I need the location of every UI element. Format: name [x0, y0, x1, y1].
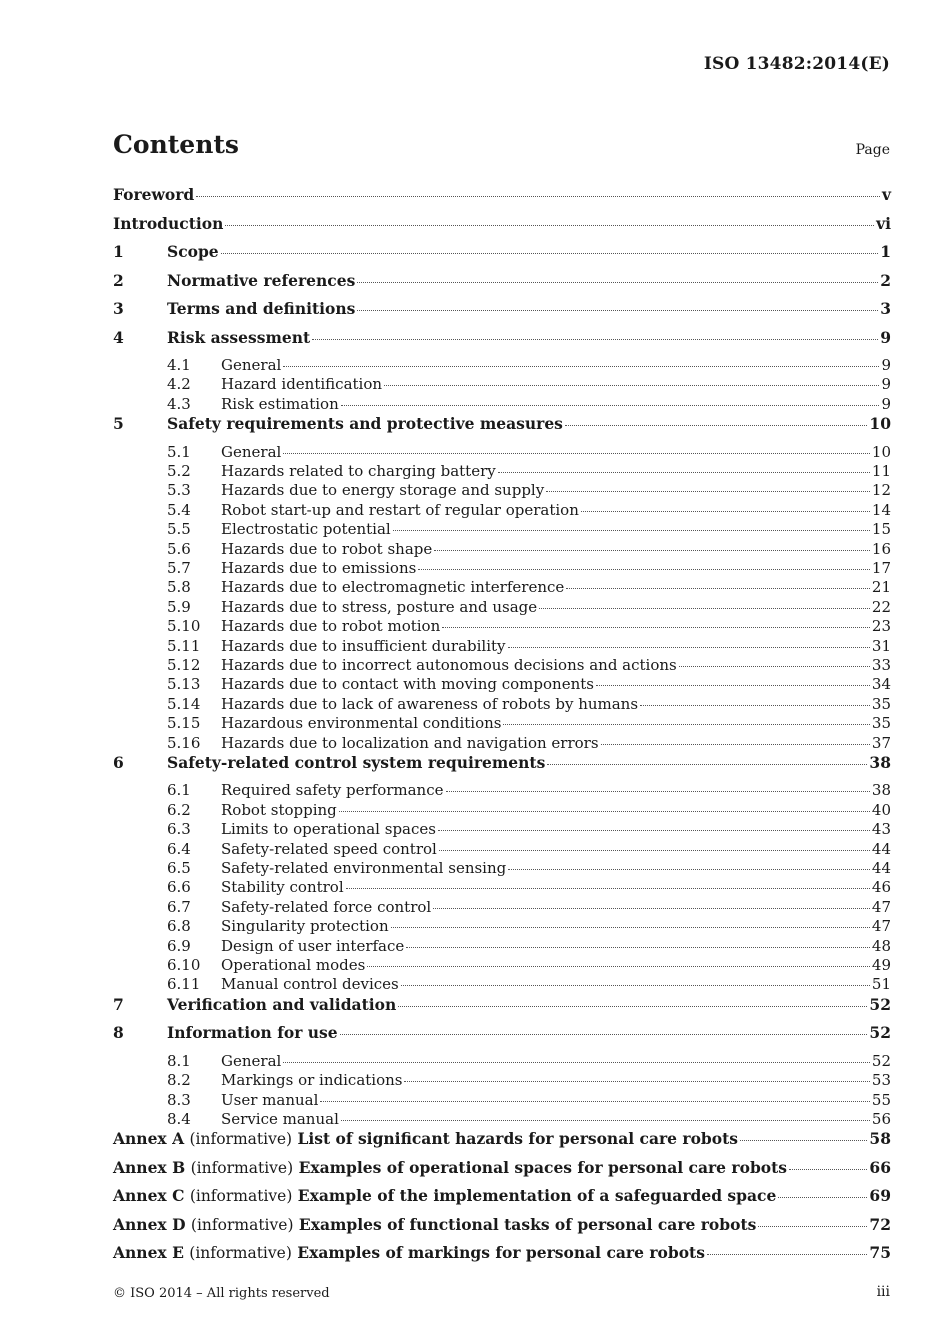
toc-entry[interactable]	[113, 375, 891, 394]
toc-entry-page: 15	[871, 520, 891, 539]
toc-entry-label: Hazard identification	[221, 375, 383, 394]
toc-entry[interactable]	[113, 395, 891, 414]
toc-entry-page: 17	[871, 559, 891, 578]
toc-entry[interactable]	[113, 1215, 891, 1244]
toc-entry-label: General	[221, 442, 282, 461]
toc-entry[interactable]	[113, 1052, 891, 1071]
toc-entry-page: 14	[871, 500, 891, 519]
toc-entry-label: Robot start-up and restart of regular operation	[221, 500, 579, 519]
toc-entry-label: Limits to operational spaces	[221, 820, 436, 839]
dot-leader	[367, 966, 870, 967]
toc-entry-label: Scope	[167, 242, 219, 261]
toc-entry[interactable]	[113, 462, 891, 481]
toc-entry-label: Safety-related environmental sensing	[221, 858, 507, 877]
toc-entry-number: 3	[113, 299, 124, 318]
dot-leader	[707, 1254, 867, 1255]
dot-leader	[566, 588, 870, 589]
dot-leader	[406, 947, 870, 948]
dot-leader	[581, 511, 870, 512]
toc-entry-page: 3	[880, 299, 891, 318]
dot-leader	[418, 569, 870, 570]
toc-entry[interactable]	[113, 1158, 891, 1187]
dot-leader	[320, 1101, 870, 1102]
toc-entry-number: 5.7	[167, 559, 191, 578]
toc-entry-number: 6.5	[167, 858, 191, 877]
toc-entry-label: Safety-related force control	[221, 897, 432, 916]
toc-entry-number: 6	[113, 752, 124, 772]
dot-leader	[384, 385, 879, 386]
toc-entry-label: Operational modes	[221, 955, 366, 974]
annex-title: Example of the implementation of a safeguarded space	[297, 1186, 777, 1206]
toc-entry-page: 34	[871, 675, 891, 694]
toc-entry[interactable]	[113, 820, 891, 839]
dot-leader	[442, 627, 870, 628]
toc-entry-number: 6.7	[167, 897, 191, 916]
toc-entry[interactable]	[113, 675, 891, 694]
toc-entry[interactable]	[113, 242, 891, 271]
toc-entry-number: 6.4	[167, 839, 191, 858]
dot-leader	[346, 888, 870, 889]
annex-note: (informative)	[190, 1158, 294, 1177]
toc-entry-number: 6.1	[167, 781, 191, 800]
toc-entry[interactable]	[113, 1091, 891, 1110]
toc-entry-page: 53	[871, 1071, 891, 1090]
dot-leader	[679, 666, 870, 667]
toc-entry-label: User manual	[221, 1090, 319, 1109]
toc-entry-label: Singularity protection	[221, 917, 389, 936]
annex-note: (informative)	[189, 1244, 292, 1263]
toc-entry[interactable]	[113, 859, 891, 878]
annex-title: Examples of markings for personal care robots	[297, 1243, 705, 1263]
toc-entry[interactable]	[113, 1186, 891, 1215]
toc-entry-number: 4.2	[167, 375, 191, 394]
dot-leader	[221, 253, 879, 254]
dot-leader	[601, 744, 870, 745]
toc-entry-label: Verification and validation	[167, 994, 397, 1014]
toc-entry[interactable]	[113, 1071, 891, 1090]
dot-leader	[340, 1034, 868, 1035]
toc-entry-number: 5.2	[167, 462, 191, 481]
toc-entry-page: 10	[869, 414, 891, 434]
toc-entry[interactable]	[113, 898, 891, 917]
annex-label: Annex D	[113, 1214, 186, 1234]
dot-leader	[778, 1197, 867, 1198]
annex-title: Examples of functional tasks of personal care robots	[298, 1214, 757, 1234]
toc-entry-page: 38	[871, 781, 891, 800]
toc-entry[interactable]	[113, 753, 891, 782]
toc-entry[interactable]	[113, 356, 891, 375]
toc-entry-label: Hazards due to incorrect autonomous decisions and actions	[221, 655, 677, 674]
toc-entry[interactable]	[113, 975, 891, 994]
toc-entry[interactable]	[113, 1023, 891, 1052]
toc-entry-page: 9	[881, 394, 891, 413]
toc-entry-page: 35	[871, 714, 891, 733]
toc-entry-number: 7	[113, 994, 124, 1014]
toc-entry-number: 5.9	[167, 597, 191, 616]
page-number: iii	[876, 1284, 890, 1300]
toc-entry-page: 1	[880, 242, 891, 261]
copyright-notice: © ISO 2014 – All rights reserved	[113, 1286, 330, 1301]
dot-leader	[339, 811, 870, 812]
dot-leader	[357, 282, 878, 283]
toc-entry[interactable]	[113, 637, 891, 656]
toc-entry-page: 9	[881, 356, 891, 374]
toc-entry-label: Terms and definitions	[167, 299, 356, 318]
annex-title: List of significant hazards for personal care robots	[297, 1129, 738, 1149]
toc-entry[interactable]	[113, 1243, 891, 1272]
toc-entry-number: 6.3	[167, 820, 191, 839]
toc-entry[interactable]	[113, 1129, 891, 1158]
toc-entry-page: 21	[871, 578, 891, 597]
standard-id: ISO 13482:2014(E)	[703, 54, 890, 74]
dot-leader	[404, 1081, 869, 1082]
toc-entry-label: Safety-related speed control	[221, 839, 437, 858]
page-title: Contents	[113, 130, 240, 159]
toc-entry-page: 56	[871, 1109, 891, 1128]
toc-entry-number: 6.10	[167, 955, 201, 974]
toc-entry-page: 58	[869, 1129, 891, 1149]
toc-entry-label: Manual control devices	[221, 975, 399, 994]
toc-entry-number: 4.3	[167, 394, 191, 413]
dot-leader	[546, 491, 870, 492]
dot-leader	[391, 927, 870, 928]
toc-entry-number: 6.9	[167, 936, 191, 955]
table-of-contents	[113, 185, 891, 1272]
toc-entry-page: 72	[869, 1214, 891, 1234]
toc-entry-page: 46	[871, 878, 891, 897]
toc-entry-label: Robot stopping	[221, 800, 337, 819]
toc-entry-label: Hazards due to robot motion	[221, 617, 441, 636]
toc-entry-number: 4.1	[167, 356, 191, 374]
toc-entry-page: 38	[869, 752, 891, 772]
toc-entry-page: 31	[871, 636, 891, 655]
toc-entry-number: 4	[113, 327, 124, 347]
toc-entry-number: 6.6	[167, 878, 191, 897]
dot-leader	[498, 472, 870, 473]
toc-entry-number: 5.4	[167, 500, 191, 519]
dot-leader	[341, 405, 880, 406]
toc-entry[interactable]	[113, 185, 891, 214]
toc-entry-page: 52	[869, 994, 891, 1014]
toc-entry-label: Hazards due to stress, posture and usage	[221, 597, 538, 616]
dot-leader	[393, 530, 870, 531]
dot-leader	[433, 908, 870, 909]
toc-entry[interactable]	[113, 734, 891, 753]
toc-entry-page: 12	[871, 481, 891, 500]
toc-entry[interactable]	[113, 559, 891, 578]
toc-entry[interactable]	[113, 956, 891, 975]
toc-entry[interactable]	[113, 801, 891, 820]
dot-leader	[640, 705, 870, 706]
toc-entry-page: 33	[871, 655, 891, 674]
toc-entry-page: 52	[871, 1051, 891, 1070]
toc-entry-page: 47	[871, 897, 891, 916]
annex-label: Annex B	[113, 1157, 186, 1177]
toc-entry[interactable]	[113, 443, 891, 462]
annex-title: Examples of operational spaces for personal care robots	[298, 1157, 788, 1177]
dot-leader	[283, 1062, 870, 1063]
dot-leader	[438, 830, 870, 831]
toc-entry-page: 43	[871, 820, 891, 839]
toc-entry-number: 5.11	[167, 636, 201, 655]
toc-entry-page: 9	[880, 327, 891, 347]
toc-entry-number: 1	[113, 242, 124, 261]
toc-entry[interactable]	[113, 714, 891, 733]
toc-entry-page: 9	[881, 375, 891, 394]
toc-entry[interactable]	[113, 328, 891, 357]
annex-note: (informative)	[189, 1187, 293, 1206]
toc-entry-label: Introduction	[113, 213, 224, 233]
toc-entry-number: 5.1	[167, 442, 191, 461]
toc-entry-number: 5.15	[167, 714, 201, 733]
dot-leader	[596, 685, 870, 686]
dot-leader	[341, 1120, 870, 1121]
toc-entry[interactable]	[113, 598, 891, 617]
toc-entry-page: 35	[871, 694, 891, 713]
toc-entry[interactable]	[113, 840, 891, 859]
toc-entry-label: General	[221, 356, 282, 374]
toc-entry[interactable]	[113, 299, 891, 328]
toc-entry-label: Service manual	[221, 1109, 339, 1128]
toc-entry[interactable]	[113, 695, 891, 714]
dot-leader	[789, 1169, 867, 1170]
toc-entry[interactable]	[113, 414, 891, 443]
annex-label: Annex C	[113, 1186, 185, 1206]
toc-entry-number: 5.8	[167, 578, 191, 597]
toc-entry[interactable]	[113, 481, 891, 500]
dot-leader	[508, 647, 870, 648]
toc-entry-label: Foreword	[113, 185, 195, 204]
dot-leader	[401, 985, 870, 986]
toc-entry-label: Hazards related to charging battery	[221, 462, 496, 481]
toc-entry-page: 23	[871, 617, 891, 636]
toc-entry[interactable]	[113, 1110, 891, 1129]
page-column-label: Page	[855, 142, 890, 158]
toc-entry-page: 40	[871, 800, 891, 819]
toc-entry-page: 49	[871, 955, 891, 974]
toc-entry-label: Hazards due to emissions	[221, 559, 417, 578]
toc-entry-page: 10	[871, 442, 891, 461]
toc-entry-page: 51	[871, 975, 891, 994]
dot-leader	[434, 550, 870, 551]
toc-entry-label: Information for use	[167, 1023, 338, 1043]
toc-entry-page: 48	[871, 936, 891, 955]
toc-entry[interactable]	[113, 878, 891, 897]
dot-leader	[225, 225, 874, 226]
dot-leader	[357, 310, 878, 311]
toc-entry-page: 52	[869, 1023, 891, 1043]
dot-leader	[503, 724, 869, 725]
toc-entry-number: 5.13	[167, 675, 201, 694]
toc-entry-number: 5	[113, 414, 124, 434]
annex-note: (informative)	[189, 1130, 293, 1149]
toc-entry-label: Hazards due to lack of awareness of robots by humans	[221, 694, 639, 713]
toc-entry-page: 37	[871, 733, 891, 752]
toc-entry[interactable]	[113, 540, 891, 559]
toc-entry-number: 5.3	[167, 481, 191, 500]
annex-note: (informative)	[190, 1215, 294, 1234]
toc-entry-label: Hazards due to localization and navigation errors	[221, 733, 599, 752]
toc-entry[interactable]	[113, 656, 891, 675]
toc-entry[interactable]	[113, 271, 891, 300]
annex-label: Annex A	[113, 1129, 185, 1149]
toc-entry-label: Markings or indications	[221, 1071, 403, 1090]
toc-entry-number: 8	[113, 1023, 124, 1043]
toc-entry[interactable]	[113, 995, 891, 1024]
toc-entry-label: Design of user interface	[221, 936, 405, 955]
dot-leader	[565, 425, 868, 426]
annex-label: Annex E	[113, 1243, 184, 1263]
toc-entry-page: 44	[871, 839, 891, 858]
toc-entry-label: Stability control	[221, 878, 344, 897]
toc-entry-page: 2	[880, 270, 891, 290]
dot-leader	[740, 1140, 867, 1141]
toc-entry-number: 5.10	[167, 617, 201, 636]
toc-entry-page: v	[881, 185, 891, 204]
toc-entry-label: Required safety performance	[221, 781, 444, 800]
dot-leader	[547, 764, 867, 765]
dot-leader	[283, 453, 870, 454]
dot-leader	[508, 869, 870, 870]
toc-entry[interactable]	[113, 501, 891, 520]
toc-entry[interactable]	[113, 578, 891, 597]
dot-leader	[758, 1226, 867, 1227]
toc-entry-page: 44	[871, 858, 891, 877]
toc-entry-number: 8.3	[167, 1090, 191, 1109]
dot-leader	[196, 196, 880, 197]
toc-entry-label: Safety requirements and protective measures	[167, 414, 563, 434]
toc-entry-label: Electrostatic potential	[221, 520, 391, 539]
toc-entry[interactable]	[113, 617, 891, 636]
toc-entry-page: vi	[876, 213, 891, 233]
toc-entry-label: Hazards due to electromagnetic interference	[221, 578, 565, 597]
dot-leader	[283, 366, 879, 367]
toc-entry-number: 5.14	[167, 694, 201, 713]
toc-entry-label: Risk estimation	[221, 394, 339, 413]
toc-entry-page: 16	[871, 539, 891, 558]
dot-leader	[398, 1006, 867, 1007]
toc-entry-number: 6.2	[167, 800, 191, 819]
toc-entry-number: 8.4	[167, 1109, 191, 1128]
toc-entry-number: 6.11	[167, 975, 201, 994]
toc-entry-number: 6.8	[167, 917, 191, 936]
dot-leader	[312, 339, 878, 340]
toc-entry-number: 5.16	[167, 733, 201, 752]
toc-entry[interactable]	[113, 917, 891, 936]
toc-entry-number: 5.5	[167, 520, 191, 539]
toc-entry-number: 5.6	[167, 539, 191, 558]
toc-entry-number: 2	[113, 270, 124, 290]
toc-entry-label: Hazards due to robot shape	[221, 539, 433, 558]
toc-entry[interactable]	[113, 214, 891, 243]
toc-entry-label: Safety-related control system requirements	[167, 752, 546, 772]
toc-entry-label: General	[221, 1051, 282, 1070]
toc-entry-label: Risk assessment	[167, 327, 311, 347]
toc-entry-label: Normative references	[167, 270, 356, 290]
toc-entry-number: 8.1	[167, 1051, 191, 1070]
toc-entry-page: 47	[871, 917, 891, 936]
toc-entry-label: Hazards due to energy storage and supply	[221, 481, 545, 500]
toc-entry-page: 55	[871, 1090, 891, 1109]
toc-entry-label: Hazards due to contact with moving components	[221, 675, 594, 694]
toc-entry-number: 8.2	[167, 1071, 191, 1090]
toc-entry-label: Hazards due to insufficient durability	[221, 636, 506, 655]
dot-leader	[439, 850, 870, 851]
toc-entry-page: 69	[869, 1186, 891, 1206]
dot-leader	[539, 608, 870, 609]
toc-entry-number: 5.12	[167, 655, 201, 674]
toc-entry-page: 22	[871, 597, 891, 616]
toc-entry-page: 11	[871, 462, 891, 481]
dot-leader	[446, 791, 870, 792]
toc-entry[interactable]	[113, 937, 891, 956]
toc-entry-page: 75	[869, 1243, 891, 1263]
toc-entry-label: Hazardous environmental conditions	[221, 714, 502, 733]
toc-entry[interactable]	[113, 781, 891, 800]
toc-entry-page: 66	[869, 1157, 891, 1177]
toc-entry[interactable]	[113, 520, 891, 539]
